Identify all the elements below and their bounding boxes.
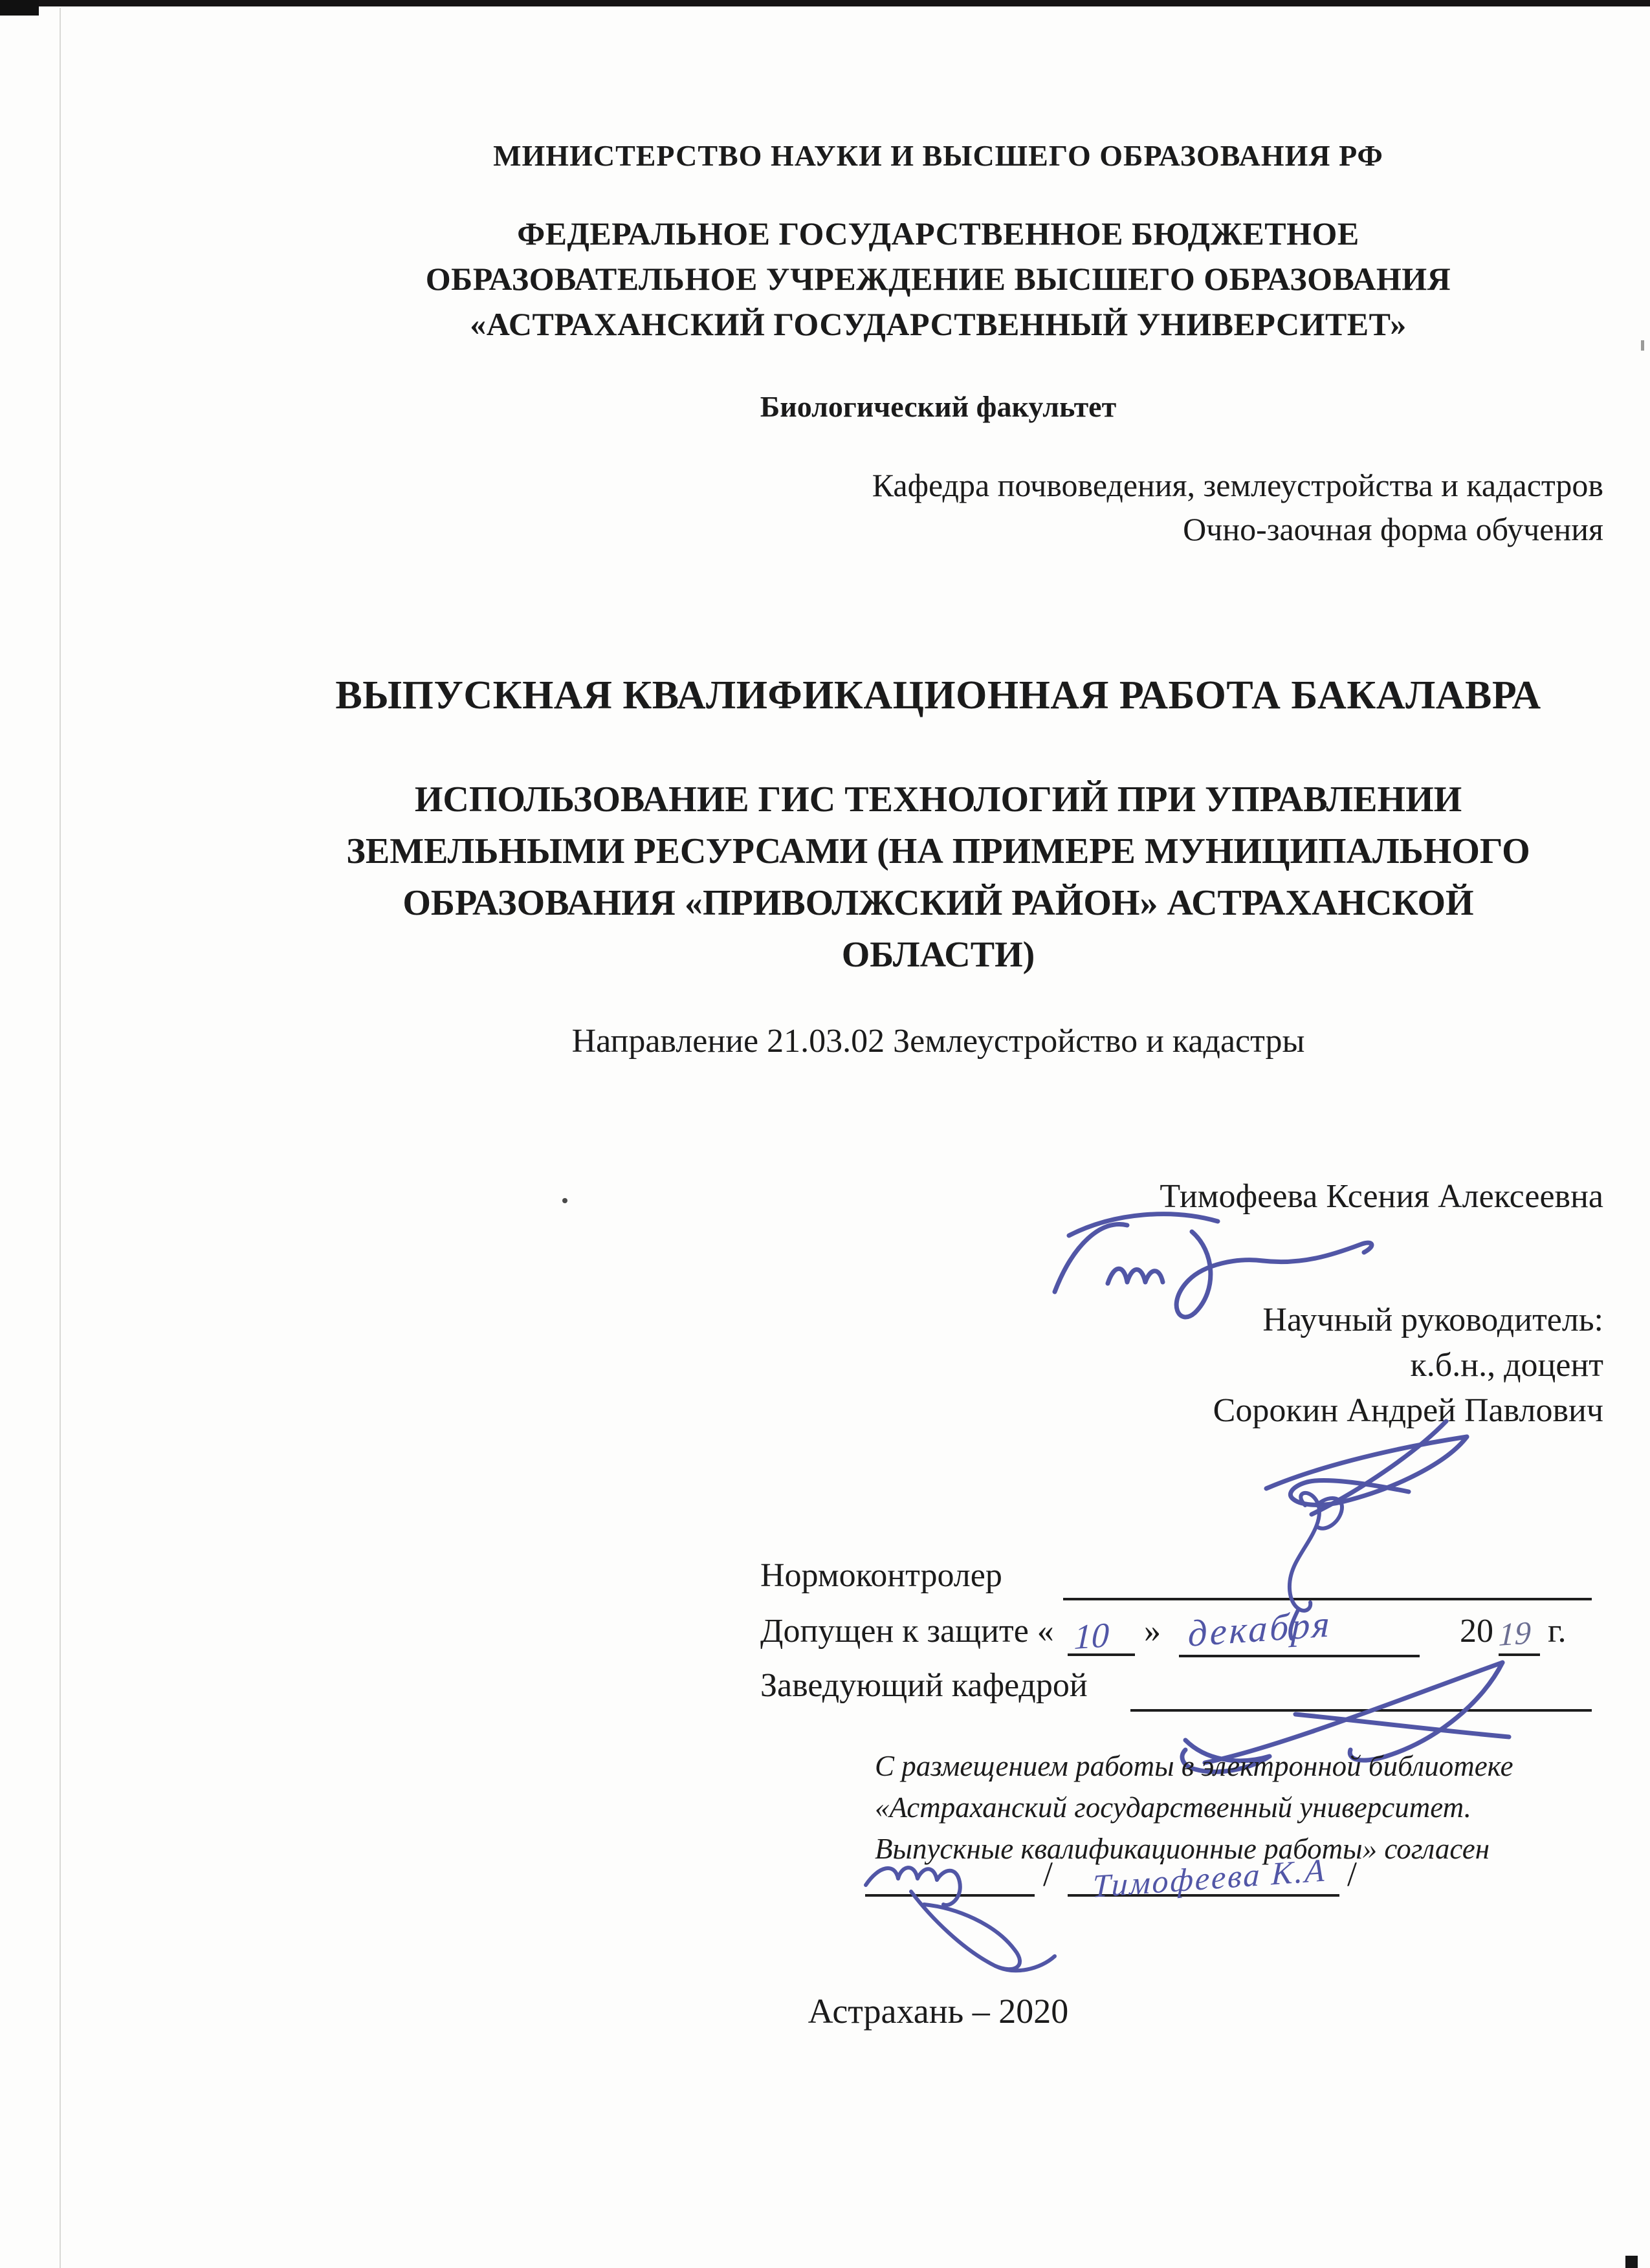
institution-line-3: «АСТРАХАНСКИЙ ГОСУДАРСТВЕННЫЙ УНИВЕРСИТЕТ» [470, 306, 1407, 342]
consent-line-1: С размещением работы в электронной библиотеке [875, 1750, 1513, 1782]
author-name: Тимофеева Ксения Алексеевна [1160, 1178, 1603, 1215]
institution-block [272, 211, 1605, 347]
admit-quote-close: » [1144, 1613, 1161, 1650]
faculty-line: Биологический факультет [760, 390, 1117, 423]
admit-month-handwritten: декабря [1187, 1602, 1333, 1655]
head-of-department-label: Заведующий кафедрой [760, 1667, 1088, 1704]
topic-title-block [272, 774, 1605, 981]
work-type-title: ВЫПУСКНАЯ КВАЛИФИКАЦИОННАЯ РАБОТА БАКАЛАВРА [335, 673, 1541, 717]
city-year-line: Астрахань – 2020 [808, 1992, 1069, 2031]
consent-signature [846, 1845, 1063, 1978]
program-line: Направление 21.03.02 Землеустройство и кадастры [571, 1023, 1305, 1060]
edge-speck [1641, 340, 1644, 351]
consent-line-2: «Астраханский государственный университет. [875, 1791, 1471, 1824]
institution-line-2: ОБРАЗОВАТЕЛЬНОЕ УЧРЕЖДЕНИЕ ВЫСШЕГО ОБРАЗОВАНИЯ [425, 261, 1451, 297]
department-line: Кафедра почвоведения, землеустройства и кадастров [872, 467, 1603, 503]
supervisor-degree: к.б.н., доцент [1410, 1347, 1603, 1384]
supervisor-label: Научный руководитель: [1262, 1302, 1603, 1338]
scanner-corner-mark [0, 0, 39, 16]
consent-slash-2: / [1347, 1855, 1358, 1893]
topic-line-2: ЗЕМЕЛЬНЫМИ РЕСУРСАМИ (НА ПРИМЕРЕ МУНИЦИПАЛЬНОГО [346, 831, 1530, 871]
supervisor-name: Сорокин Андрей Павлович [1213, 1392, 1603, 1429]
scanner-top-edge [0, 0, 1650, 6]
admit-year-prefix: 20 [1460, 1613, 1493, 1650]
topic-line-3: ОБРАЗОВАНИЯ «ПРИВОЛЖСКИЙ РАЙОН» АСТРАХАНСКОЙ [402, 883, 1474, 923]
topic-line-4: ОБЛАСТИ) [841, 935, 1035, 975]
consent-slash-1: / [1043, 1855, 1053, 1893]
normcontrol-label: Нормоконтролер [760, 1557, 1002, 1594]
admit-label: Допущен к защите « [760, 1613, 1054, 1650]
admit-year-handwritten: 19 [1498, 1614, 1532, 1653]
admit-year-suffix: г. [1548, 1613, 1567, 1650]
consent-line-3: Выпускные квалификационные работы» согласен [875, 1833, 1490, 1865]
topic-line-1: ИСПОЛЬЗОВАНИЕ ГИС ТЕХНОЛОГИЙ ПРИ УПРАВЛЕНИИ [414, 780, 1462, 820]
study-form-line: Очно-заочная форма обучения [1183, 511, 1603, 547]
admit-day-handwritten: 10 [1073, 1615, 1110, 1657]
ink-speck [562, 1198, 567, 1203]
scanner-bottom-right-mark [1625, 2256, 1638, 2268]
institution-line-1: ФЕДЕРАЛЬНОЕ ГОСУДАРСТВЕННОЕ БЮДЖЕТНОЕ [517, 215, 1359, 252]
page-fold-line [60, 8, 61, 2268]
ministry-line: МИНИСТЕРСТВО НАУКИ И ВЫСШЕГО ОБРАЗОВАНИЯ РФ [493, 139, 1383, 172]
department-block [872, 463, 1603, 551]
consent-name-handwritten: Тимофеева К.А [1092, 1851, 1328, 1904]
